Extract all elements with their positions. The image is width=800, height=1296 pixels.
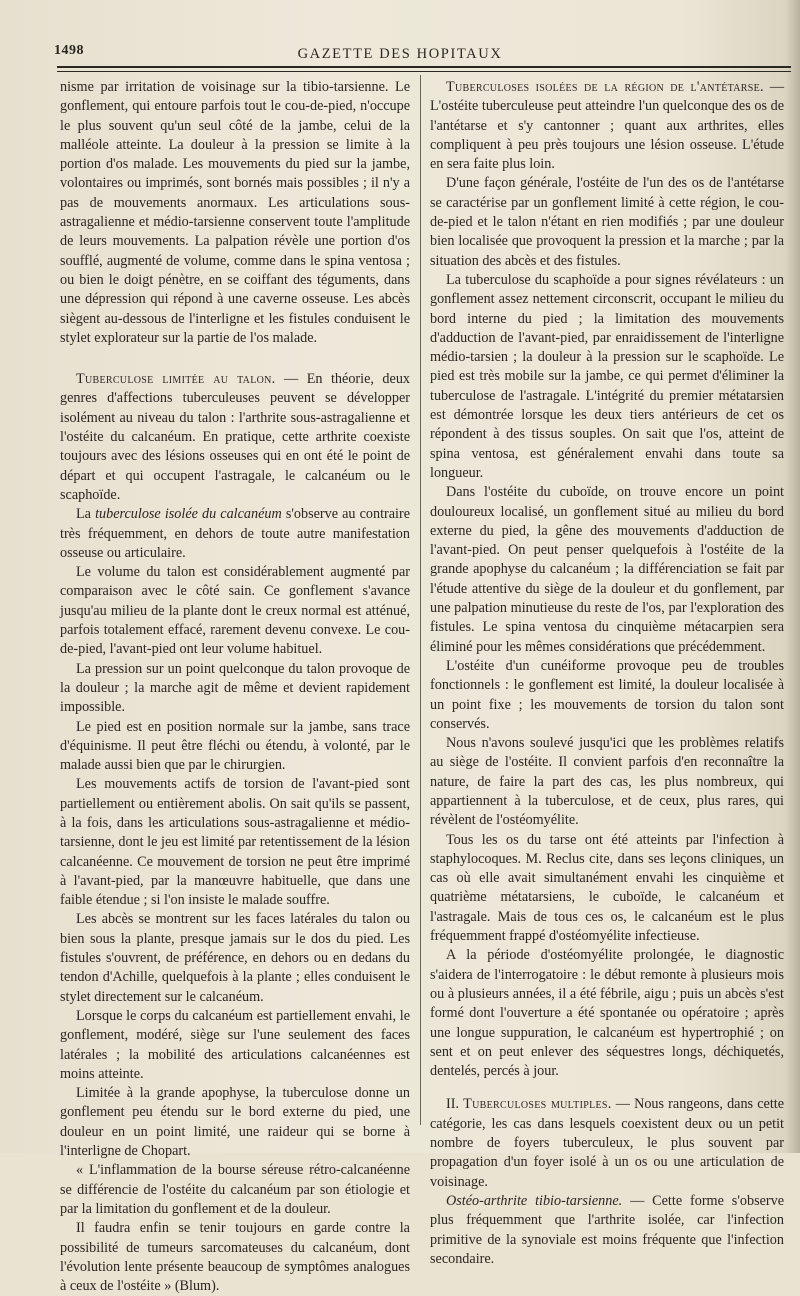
paragraph: nisme par irritation de voisinage sur la tibio-tarsienne. Le gonflement, qui entoure parfois tout le cou-de-pied, n'occupe le plus souvent qu'un seul côté de la jambe, celui de la malléole atteinte. La douleur à la pression se limite à la portion d'os malade. Les mouvements du pied sur la jambe, volontaires ou imprimés, sont bornés mais possibles ; il n'y a pas de mouvements anormaux. Les articulations sous-astragalienne et médio-tarsienne conservent toute l'amplitude de leurs mouvements. La palpation révèle une portion d'os soufflé, augmenté de volume, comme dans le spina ventosa ; ou bien le doigt pénètre, en se coiffant des téguments, dans une dépression qui répond à une caverne osseuse. Les abcès siègent au-dessous de l'interligne et les fistules conduisent le stylet explorateur sur la partie de l'os malade. — [60, 79, 410, 346]
paragraph: Le pied est en position normale sur la jambe, sans trace d'équinisme. Il peut être fléchi ou étendu, à volonté, par le malade aussi bien que par le chirurgien. — [60, 718, 410, 774]
section-paragraph — [60, 370, 410, 505]
section-paragraph — [430, 1095, 784, 1191]
paragraph: Nous n'avons soulevé jusqu'ici que les problèmes relatifs au siège de l'ostéite. Il convient parfois d'en reconnaître la nature, de faire la part des cas, les plus nombreux, qui appartiennent à la tuberculose, et de ceux, plus rares, qui révèlent de l'ostéomyélite. — [430, 735, 784, 829]
paragraph: Le volume du talon est considérablement augmenté par comparaison avec le côté sain. Ce gonflement s'avance jusqu'au milieu de la plante dont le creux normal est atténué, parfois totalement effacé, rarement devenu convexe. Le cou-de-pied, l'avant-pied ont leur volume habituel. — [60, 564, 410, 658]
paragraph-text: — En théorie, deux genres d'affections tuberculeuses peuvent se développer isolément au niveau du talon : l'arthrite sous-astragalienne et l'ostéite du calcanéum. En pratique, cette arthrite coexiste toujours avec des lésions osseuses qui en ont été le point de départ et qui occupent l'astragale, le calcanéum ou le scaphoïde. — [60, 371, 411, 503]
column-divider — [420, 75, 421, 1125]
paragraph: Dans l'ostéite du cuboïde, on trouve encore un point douloureux localisé, un gonflement situé au milieu du bord externe du pied, la gêne des mouvements d'adduction de l'avant-pied. On peut penser quelquefois à l'ostéite de la grande apophyse du calcanéum ; la différenciation se fait par l'étude attentive du siège de la douleur et du gonflement, par une palpation minutieuse du reste de l'os, par l'exploration des fistules. Le spina ventosa du cinquième métacarpien sera éliminé pour les mêmes considérations que précédemment. — [430, 484, 784, 655]
paragraph: « L'inflammation de la bourse séreuse rétro-calcanéenne se différencie de l'ostéite du calcanéum par son étiologie et par la limitation du gonflement et de la douleur. — [60, 1162, 410, 1217]
paragraph: Il faudra enfin se tenir toujours en garde contre la possibilité de tumeurs sarcomateuses du calcanéum, dont l'évolution lente présente beaucoup de symptômes analogues à ceux de l'ostéite » (Blum). — [60, 1220, 410, 1295]
page-edge-shadow — [786, 0, 800, 1153]
paragraph: Tous les os du tarse ont été atteints par l'infection à staphylocoques. M. Reclus cite, dans ses leçons cliniques, un cas où elle avait simultanément envahi les cinquième et quatrième métatarsiens, le cuboïde, le calcanéum et l'astragale. Mais de tous ces os, le calcanéum est le plus fréquemment frappé d'ostéomyélite infectieuse. — [430, 831, 784, 945]
section-paragraph — [430, 78, 784, 174]
header-rule-thin — [57, 71, 791, 72]
section-heading: Tuberculoses multiples. — [463, 1096, 612, 1113]
paragraph: Les abcès se montrent sur les faces latérales du talon ou bien sous la plante, presque jamais sur le dos du pied. Les fistules s'ouvrent, de préférence, en dehors ou en dedans du tendon d'Achille, quelquefois à la plante ; elles conduisent le stylet directement sur le calcanéum. — [60, 911, 410, 1005]
running-title: GAZETTE DES HOPITAUX — [297, 46, 503, 62]
paragraph — [60, 505, 410, 563]
section-paragraph — [430, 1192, 784, 1269]
paragraph: Limitée à la grande apophyse, la tuberculose donne un gonflement peu étendu sur le bord externe du pied, une douleur en un point limité, une raideur qui se borne à l'interligne de Chopart. — [60, 1085, 410, 1160]
paragraph-text: — Nous rangeons, dans cette catégorie, les cas dans lesquels coexistent deux ou un petit nombre de foyers tuberculeux, le plus souvent par propagation d'un foyer isolé à un os ou une articulation de voisinage. — [430, 1096, 784, 1190]
paragraph-text: La — [76, 506, 96, 523]
paragraph-text: s'observe au contraire très fréquemment, en dehors de toute autre manifestation osseuse ou articulaire. — [60, 506, 410, 561]
italic-term: tuberculose isolée du calcanéum — [95, 506, 282, 523]
subsection-heading: Ostéo-arthrite tibio-tarsienne. — [446, 1192, 623, 1209]
paragraph: Les mouvements actifs de torsion de l'avant-pied sont partiellement ou entièrement abolis. On sait qu'ils se passent, à la fois, dans les articulations sous-astragalienne et médio-tarsienne, dont le jeu est limité par retentissement de la lésion calcanéenne. Ce mouvement de torsion ne peut être imprimé à l'avant-pied, par la manœuvre habituelle, que dans une faible étendue ; si l'on insiste le malade souffre. — [60, 776, 410, 909]
section-heading: Tuberculose limitée au talon. — [76, 371, 276, 388]
paragraph: L'ostéite d'un cunéiforme provoque peu de troubles fonctionnels : le gonflement est limité, la douleur localisée à un point fixe ; les mouvements de torsion du talon sont conservés. — [430, 657, 784, 732]
paragraph: D'une façon générale, l'ostéite de l'un des os de l'antétarse se caractérise par un gonflement limité à cette région, le cou-de-pied et le talon n'étant en rien modifiés ; par une douleur bien localisée que provoquent la pression et la marche ; par la situation des abcès et des fistules. — [430, 175, 784, 269]
left-column — [60, 78, 411, 1295]
paragraph-text: — Cette forme s'observe plus fréquemment que l'arthrite isolée, car l'infection primitive de la synoviale est moins fréquente que l'infection secondaire. — [430, 1192, 784, 1267]
paragraph: La tuberculose du scaphoïde a pour signes révélateurs : un gonflement assez nettement circonscrit, occupant le milieu du bord interne du pied ; la limitation des mouvements d'adduction de l'avant-pied, par enraidissement de l'interligne médio-tarsien ; la douleur à la pression sur le scaphoïde. Le pied est très mobile sur la jambe, ce qui permet d'éliminer la tuberculose de l'astragale. L'intégrité du premier métatarsien est démontrée lorsque les deux tiers antérieurs de cet os répondent à des tissus souples. On sait que l'os, atteint de spina ventosa, est généralement envahi dans toute sa longueur. — [430, 271, 784, 481]
section-number: II. — [446, 1096, 464, 1113]
paragraph: A la période d'ostéomyélite prolongée, le diagnostic s'aidera de l'interrogatoire : le début remonte à plusieurs mois ou à plusieurs années, il a été fébrile, aigu ; puis un abcès s'est formé dont l'ouverture a été spontanée ou opératoire ; après une longue suppuration, le calcanéum est hypertrophié ; on sent et on peut enlever des séquestres longs, déchiquetés, dentelés, percés à jour. — [430, 947, 784, 1080]
header-rule — [57, 66, 791, 68]
right-column — [430, 78, 785, 1267]
paragraph-text: — L'ostéite tuberculeuse peut atteindre l'un quelconque des os de l'antétarse et s'y cantonner ; quant aux arthrites, elles compliquent à peu près toujours une lésion osseuse. L'étude en sera faite plus loin. — [430, 79, 785, 173]
section-heading: Tuberculoses isolées de la région de l'antétarse. — [446, 79, 764, 95]
paragraph: Lorsque le corps du calcanéum est partiellement envahi, le gonflement, modéré, siège sur l'une seulement des faces latérales ; la mobilité des articulations calcanéennes est moins atteinte. — [60, 1007, 410, 1082]
paragraph: La pression sur un point quelconque du talon provoque de la douleur ; la marche agit de même et devient rapidement impossible. — [60, 660, 410, 716]
page-number: 1498 — [54, 43, 84, 58]
